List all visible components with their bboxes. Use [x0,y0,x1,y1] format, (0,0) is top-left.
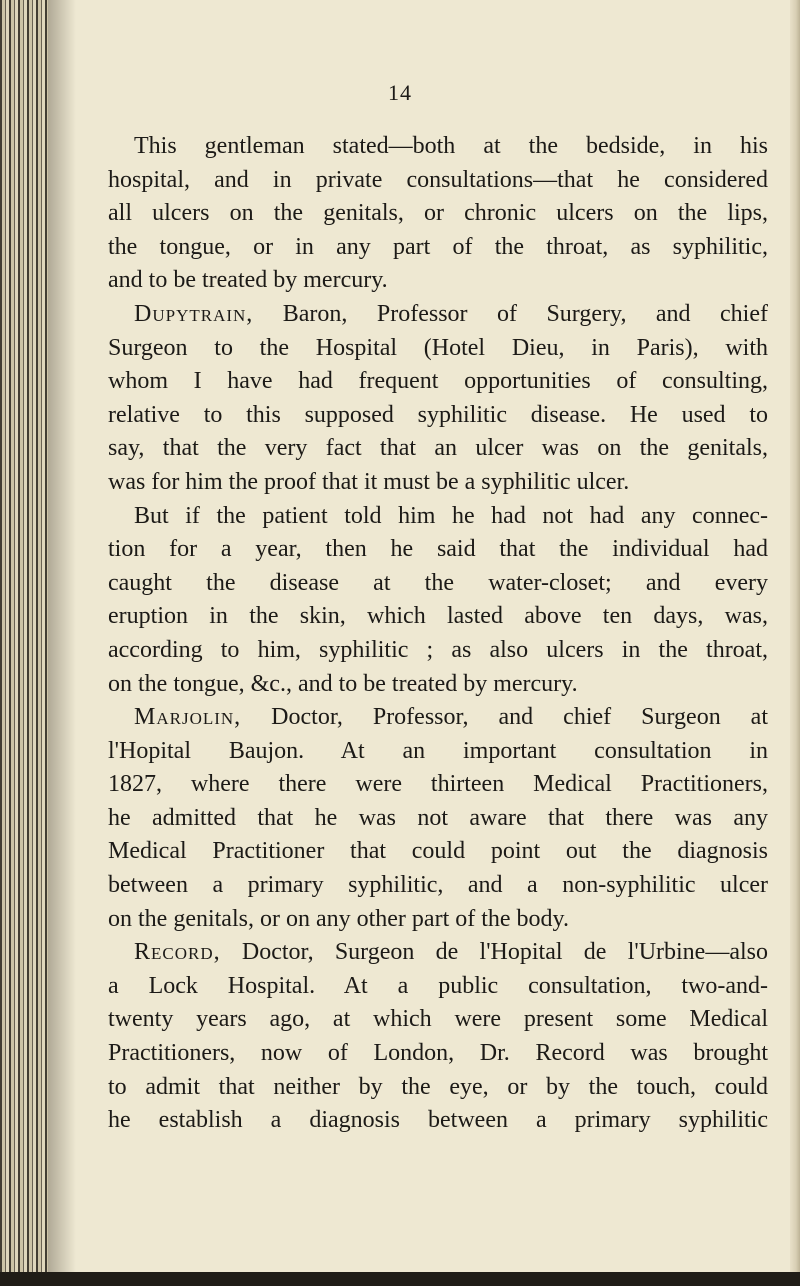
text-line [108,231,768,265]
text-line [108,164,768,198]
text-line [108,466,768,500]
line-text: he establish a diagnosis between a primary syphilitic [108,1107,768,1134]
text-line [108,533,768,567]
body-text [108,130,768,1138]
line-text: Doctor, Professor, and chief Surgeon at [241,704,768,731]
line-text: he admitted that he was not aware that there was any [108,804,768,831]
line-text: say, that the very fact that an ulcer was on the genitals, [108,435,768,462]
text-line [108,1104,768,1138]
book-binding-edge [0,0,48,1286]
gutter-shadow [48,0,76,1286]
text-line [108,735,768,769]
line-text: eruption in the skin, which lasted above ten days, was, [108,603,768,630]
text-line [108,701,768,735]
text-line [108,903,768,937]
text-line [108,802,768,836]
line-text: Baron, Professor of Surgery, and chief [253,300,768,327]
line-text: on the tongue, &c., and to be treated by mercury. [108,670,578,697]
line-text: a Lock Hospital. At a public consultation, two-and- [108,972,768,999]
line-text: l'Hopital Baujon. At an important consultation in [108,737,768,764]
line-text: caught the disease at the water-closet; and every [108,569,768,596]
text-line [108,1003,768,1037]
line-text: hospital, and in private consultations—that he considered [108,166,768,193]
line-text: between a primary syphilitic, and a non-syphilitic ulcer [108,872,768,899]
line-text: 1827, where there were thirteen Medical Practitioners, [108,771,768,798]
text-line [108,197,768,231]
text-line [108,600,768,634]
line-text: relative to this supposed syphilitic disease. He used to [108,401,768,428]
text-line [108,869,768,903]
page-right-edge [790,0,800,1286]
text-line [108,500,768,534]
line-text: This gentleman stated—both at the bedside, in his [134,133,768,159]
text-line [108,399,768,433]
text-line [108,332,768,366]
line-text: to admit that neither by the eye, or by the touch, could [108,1073,768,1100]
line-text: was for him the proof that it must be a syphilitic ulcer. [108,468,630,495]
text-line [108,130,768,164]
line-text: all ulcers on the genitals, or chronic ulcers on the lips, [108,200,768,227]
text-line [108,365,768,399]
line-text: the tongue, or in any part of the throat, as syphilitic, [108,233,768,260]
line-text: Medical Practitioner that could point out the diagnosis [108,838,768,865]
name-heading: Marjolin, [134,704,242,731]
text-line [108,936,768,970]
page-number: 14 [388,80,412,105]
text-line [108,298,768,332]
line-text: tion for a year, then he said that the individual had [108,536,768,563]
text-line [108,668,768,702]
line-text: Surgeon to the Hospital (Hotel Dieu, in Paris), with [108,334,768,361]
line-text: Practitioners, now of London, Dr. Record was brought [108,1040,768,1067]
name-heading: Dupytrain, [134,300,254,327]
text-line [108,634,768,668]
name-heading: Record, [134,939,221,966]
text-line [108,768,768,802]
text-line [108,432,768,466]
text-line [108,1037,768,1071]
line-text: twenty years ago, at which were present some Medical [108,1006,768,1033]
text-line [108,970,768,1004]
page-bottom-edge [0,1272,800,1286]
line-text: and to be treated by mercury. [108,267,388,294]
line-text: whom I have had frequent opportunities of consulting, [108,368,768,395]
text-line [108,835,768,869]
line-text: Doctor, Surgeon de l'Hopital de l'Urbine—also [220,939,768,966]
text-line [108,264,768,298]
line-text: on the genitals, or on any other part of the body. [108,905,569,932]
line-text: according to him, syphilitic ; as also ulcers in the throat, [108,636,768,663]
line-text: But if the patient told him he had not had any connec- [134,502,768,529]
text-line [108,567,768,601]
text-line [108,1071,768,1105]
